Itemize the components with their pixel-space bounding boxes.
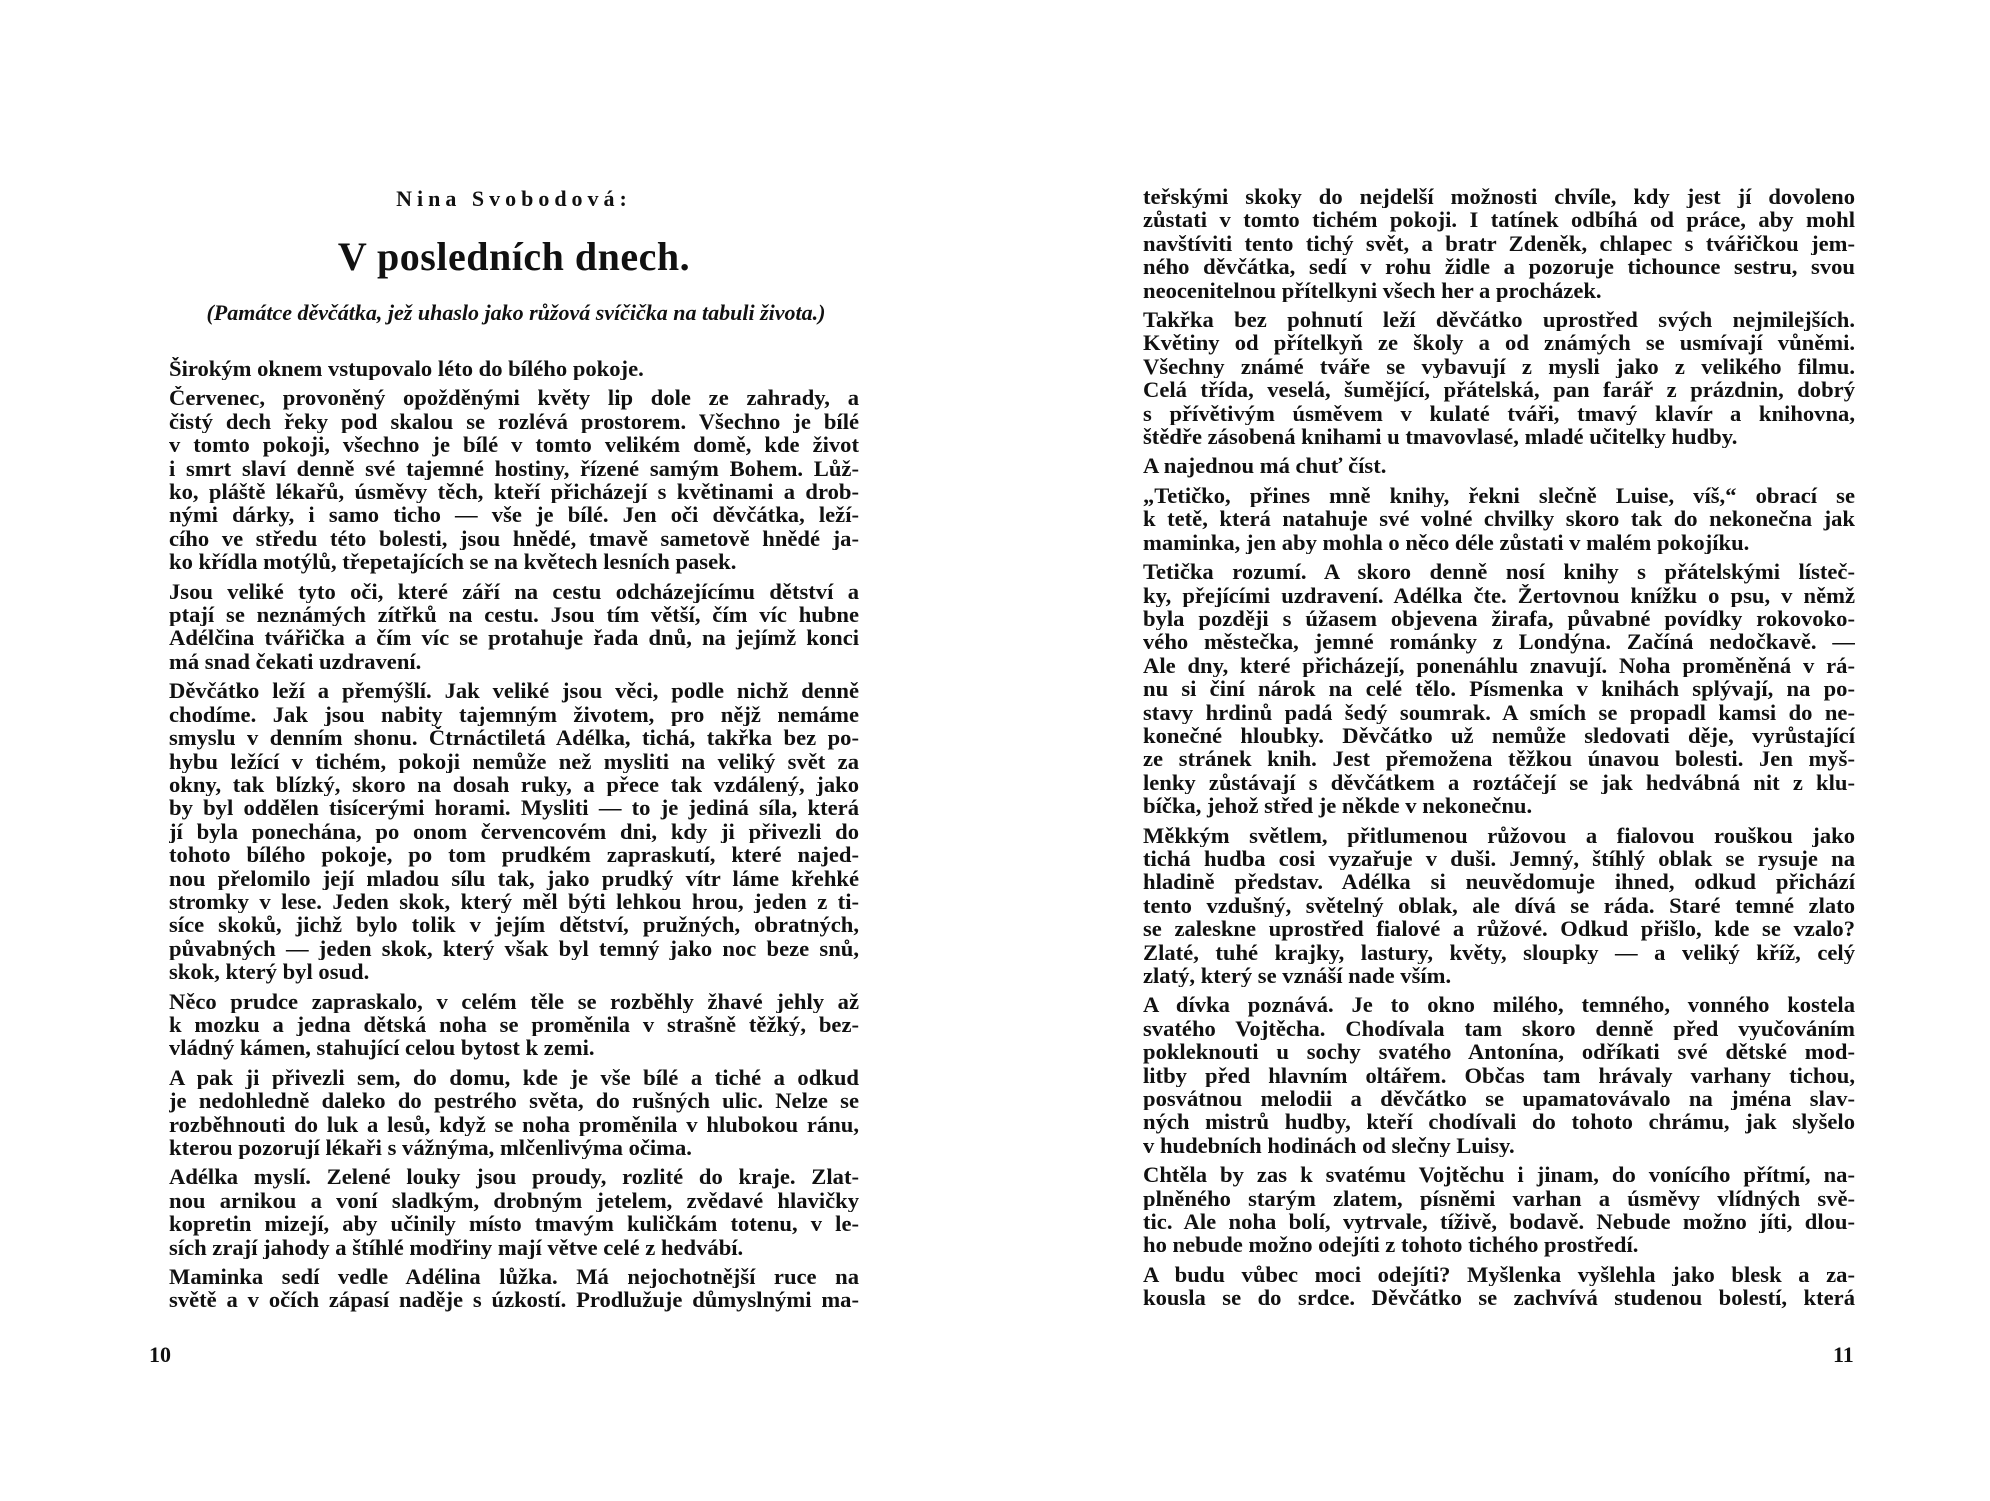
text-line: i smrt slaví denně své tajemné hostiny, řízené samým Bohem. Lůž- [169, 456, 859, 481]
page-number-left: 10 [149, 1342, 171, 1367]
text-line: neocenitelnou přítelkyni všech her a procházek. [1143, 278, 1602, 303]
paragraph [169, 1265, 859, 1312]
text-line: A budu vůbec moci odejíti? Myšlenka vyšlehla jako blesk a za- [1143, 1262, 1855, 1287]
text-line: nou přelomilo její mladou sílu tak, jako prudký vítr láme křehké [169, 866, 859, 890]
text-line: litby před hlavním oltářem. Občas tam hrávaly varhany tichou, [1143, 1063, 1855, 1088]
paragraph [169, 990, 859, 1060]
text-line: tic. Ale noha bolí, vytrvale, tíživě, bodavě. Nebude možno jíti, dlou- [1143, 1210, 1855, 1234]
text-line: Květiny od přítelkyň ze školy a od známých se usmívají vůněmi. [1143, 331, 1855, 355]
text-line: zůstati v tomto tichém pokoji. I tatínek odbíhá od práce, aby mohl [1143, 208, 1855, 232]
text-line: „Tetičko, přines mně knihy, řekni slečně Luise, víš,“ obrací se [1143, 483, 1855, 508]
text-line: Ale dny, které přicházejí, ponenáhlu znavují. Noha proměněná v rá- [1143, 653, 1855, 678]
text-line: hybu ležící v tichém, pokoji nemůže než mysliti na veliký svět za [169, 749, 859, 773]
text-line: by byl oddělen tisícerými horami. Mysliti — to je jediná síla, která [169, 796, 859, 820]
text-line: síce skoků, jichž bylo tolik v jejím dětství, pružných, obratných, [169, 913, 859, 937]
text-line: nu si činí nárok na celé tělo. Písmenka v knihách splývají, na po- [1143, 677, 1855, 701]
text-line: vého městečka, jemné románky z Londýna. Začíná nedočkavě. — [1143, 630, 1855, 654]
author-name: Nina Svobodová: [396, 186, 632, 211]
text-line: ko, pláště lékařů, úsměvy těch, kteří přicházejí s květinami a drob- [169, 480, 859, 504]
text-line: Celá třída, veselá, šumějící, přátelská, pan farář z prázdnin, dobrý [1143, 378, 1855, 402]
text-line: navštíviti tento tichý svět, a bratr Zdeněk, chlapec s tvářičkou jem- [1143, 231, 1855, 256]
text-line: Takřka bez pohnutí leží děvčátko uprostřed svých nejmilejších. [1143, 308, 1855, 332]
text-line: A dívka poznává. Je to okno milého, temného, vonného kostela [1143, 993, 1855, 1017]
text-line: smyslu v denním shonu. Čtrnáctiletá Adélka, tichá, takřka bez po- [169, 726, 859, 750]
text-line: A najednou má chuť číst. [1143, 454, 1387, 478]
text-line: je nedohledně daleko do pestrého světa, do rušných ulic. Nelze se [169, 1089, 859, 1113]
text-line: nou arnikou a voní sladkým, drobným jetelem, zvědavé hlavičky [169, 1188, 859, 1213]
text-line: Chtěla by zas k svatému Vojtěchu i jinam, do vonícího přítmí, na- [1143, 1163, 1855, 1187]
paragraph [169, 357, 859, 380]
text-line: Maminka sedí vedle Adélina lůžka. Má nejochotnější ruce na [169, 1265, 859, 1289]
text-line: Adélčina tvářička a čím víc se protahuje řada dnů, na jejímž konci [169, 626, 859, 650]
paragraph [1143, 1263, 1855, 1310]
text-line: tento vzdušný, světelný oblak, ale dívá se ráda. Staré temné zlato [1143, 893, 1855, 918]
text-line: Zlaté, tuhé krajky, lastury, květy, sloupky — a veliký kříž, celý [1143, 940, 1855, 964]
paragraph [1143, 308, 1855, 448]
paragraph [1143, 560, 1855, 817]
dedication: (Památce děvčátka, jež uhaslo jako růžová svíčička na tabuli života.) [206, 300, 826, 325]
text-line: Širokým oknem vstupovalo léto do bílého pokoje. [169, 357, 644, 381]
text-line: se zaleskne uprostřed fialové a růžové. Odkud přišlo, kde se vzalo? [1143, 917, 1855, 941]
text-line: ze stránek knih. Jest přemožena těžkou únavou bolesti. Jen myš- [1143, 747, 1855, 771]
text-line: ptají se neznámých zítřků na cestu. Jsou tím větší, čím víc hubne [169, 603, 859, 627]
text-line: vládný kámen, stahující celou bytost k zemi. [169, 1036, 595, 1060]
text-line: Adélka myslí. Zelené louky jsou proudy, rozlité do kraje. Zlat- [169, 1165, 859, 1189]
text-line: Měkkým světlem, přitlumenou růžovou a fialovou rouškou jako [1143, 823, 1855, 847]
text-line: čistý dech řeky pod skalou se rozlévá prostorem. Všechno je bílé [169, 409, 859, 434]
text-line: ho nebude možno odejíti z tohoto tichého prostředí. [1143, 1233, 1639, 1257]
paragraph [169, 386, 859, 573]
text-line: chodíme. Jak jsou nabity tajemným životem, pro nějž nemáme [169, 702, 859, 727]
text-line: k tetě, která natahuje své volné chvilky skoro tak do nekonečna jak [1143, 507, 1855, 531]
right-page [995, 0, 1990, 1501]
text-line: Tetička rozumí. A skoro denně nosí knihy s přátelskými lísteč- [1143, 560, 1855, 584]
text-line: štědře zásobená knihami u tmavovlasé, mladé učitelky hudby. [1143, 425, 1738, 449]
text-line: Jsou veliké tyto oči, které září na cestu odcházejícímu dětství a [169, 579, 859, 604]
text-line: teřskými skoky do nejdelší možnosti chvíle, kdy jest jí dovoleno [1143, 185, 1855, 209]
text-line: světě a v očích zápasí naděje s úzkostí. Prodlužuje důmyslnými ma- [169, 1288, 859, 1312]
text-line: maminka, jen aby mohla o něco déle zůstati v malém pokojíku. [1143, 530, 1750, 555]
paragraph [1143, 454, 1855, 477]
right-text-column [1143, 185, 1855, 1310]
paragraph [1143, 185, 1855, 302]
paragraph [1143, 824, 1855, 988]
text-line: má snad čekati uzdravení. [169, 649, 422, 674]
text-line: skok, který byl osud. [169, 960, 370, 984]
text-line: konečné hloubky. Děvčátko už nemůže sledovati děje, vyrůstající [1143, 723, 1855, 748]
text-line: lenky zůstávají s děvčátkem a roztáčejí se jak hedvábná nit z klu- [1143, 770, 1855, 795]
text-line: s přívětivým úsměvem v kulaté tváři, tmavý klavír a knihovna, [1143, 401, 1855, 426]
story-title: V posledních dnech. [337, 234, 691, 279]
text-line: stromky v lese. Jeden skok, který měl býti lehkou hrou, jeden z ti- [169, 889, 859, 914]
text-line: hladině představ. Adélka si neuvědomuje ihned, odkud přichází [1143, 870, 1855, 894]
text-line: posvátnou melodii a děvčátko se upamatovávalo na jména slav- [1143, 1087, 1855, 1111]
text-line: tohoto bílého pokoje, po tom prudkém zapraskutí, které najed- [169, 843, 859, 867]
text-line: v hudebních hodinách od slečny Luisy. [1143, 1133, 1515, 1158]
text-line: bíčka, jehož střed je někde v nekonečnu. [1143, 794, 1533, 818]
paragraph [169, 1066, 859, 1160]
text-line: plněného starým zlatem, písněmi varhan a úsměvy vlídných svě- [1143, 1186, 1855, 1211]
text-line: v tomto pokoji, všechno je bílé v tomto velikém domě, kde život [169, 433, 859, 457]
text-line: okny, tak blízký, skoro na dosah ruky, a přece tak vzdálený, jako [169, 772, 859, 797]
text-line: ného děvčátka, sedí v rohu židle a pozoruje tichounce sestru, svou [1143, 255, 1855, 279]
text-line: sích zrají jahody a štíhlé modřiny mají větve celé z hedvábí. [169, 1235, 744, 1260]
paragraph [1143, 993, 1855, 1157]
text-line: k mozku a jedna dětská noha se proměnila v strašně těžký, bez- [169, 1012, 859, 1037]
text-line: nými dárky, i samo ticho — vše je bílé. Jen oči děvčátka, leží- [169, 503, 859, 527]
text-line: kousla se do srdce. Děvčátko se zachvívá studenou bolestí, která [1143, 1286, 1855, 1310]
text-line: ko křídla motýlů, třepetajících se na květech lesních pasek. [169, 550, 737, 574]
text-line: svatého Vojtěcha. Chodívala tam skoro denně před vyučováním [1143, 1016, 1855, 1041]
paragraph [169, 679, 859, 983]
text-line: pokleknouti u sochy svatého Antonína, odříkati své dětské mod- [1143, 1040, 1855, 1064]
text-line: tichá hudba cosi vyzařuje v duši. Jemný, štíhlý oblak se rysuje na [1143, 846, 1855, 871]
text-line: byla později s úžasem objevena žirafa, půvabné povídky rokovoko- [1143, 606, 1855, 631]
paragraph [1143, 1163, 1855, 1257]
page-number-right: 11 [1833, 1342, 1854, 1367]
text-line: Všechny známé tváře se vybavují z mysli jako z velikého filmu. [1143, 354, 1855, 379]
text-line: cího ve středu této bolesti, jsou hnědé, tmavě sametově hnědé ja- [169, 526, 859, 551]
paragraph [1143, 484, 1855, 554]
text-line: stavy hrdinů padá šedý soumrak. A smích se propadl kamsi do ne- [1143, 700, 1855, 724]
text-line: Červenec, provoněný opožděnými květy lip dole ze zahrady, a [169, 386, 859, 410]
left-text-column [169, 357, 859, 1312]
text-line: Děvčátko leží a přemýšlí. Jak veliké jsou věci, podle nichž denně [169, 679, 859, 703]
text-line: A pak ji přivezli sem, do domu, kde je vše bílé a tiché a odkud [169, 1065, 859, 1090]
paragraph [169, 1165, 859, 1259]
text-line: zlatý, který se vznáší nade vším. [1143, 964, 1452, 988]
text-line: rozběhnouti do luk a lesů, když se noha proměnila v hlubokou ránu, [169, 1112, 859, 1136]
text-line: Něco prudce zapraskalo, v celém těle se rozběhly žhavé jehly až [169, 989, 859, 1013]
text-line: kopretin mizejí, aby učinily místo tmavým kuličkám totenu, v le- [169, 1212, 859, 1236]
text-line: ky, přejícími uzdravení. Adélka čte. Žertovnou knížku o psu, v němž [1143, 583, 1855, 607]
text-line: ných mistrů hudby, kteří chodívali do tohoto chrámu, jak slyšelo [1143, 1110, 1855, 1134]
text-line: půvabných — jeden skok, který však byl temný jako noc beze snů, [169, 936, 859, 961]
paragraph [169, 580, 859, 674]
text-line: jí byla ponechána, po onom červencovém dni, kdy ji přivezli do [169, 819, 859, 844]
text-line: kterou pozorují lékaři s vážnýma, mlčenlivýma očima. [169, 1136, 692, 1160]
